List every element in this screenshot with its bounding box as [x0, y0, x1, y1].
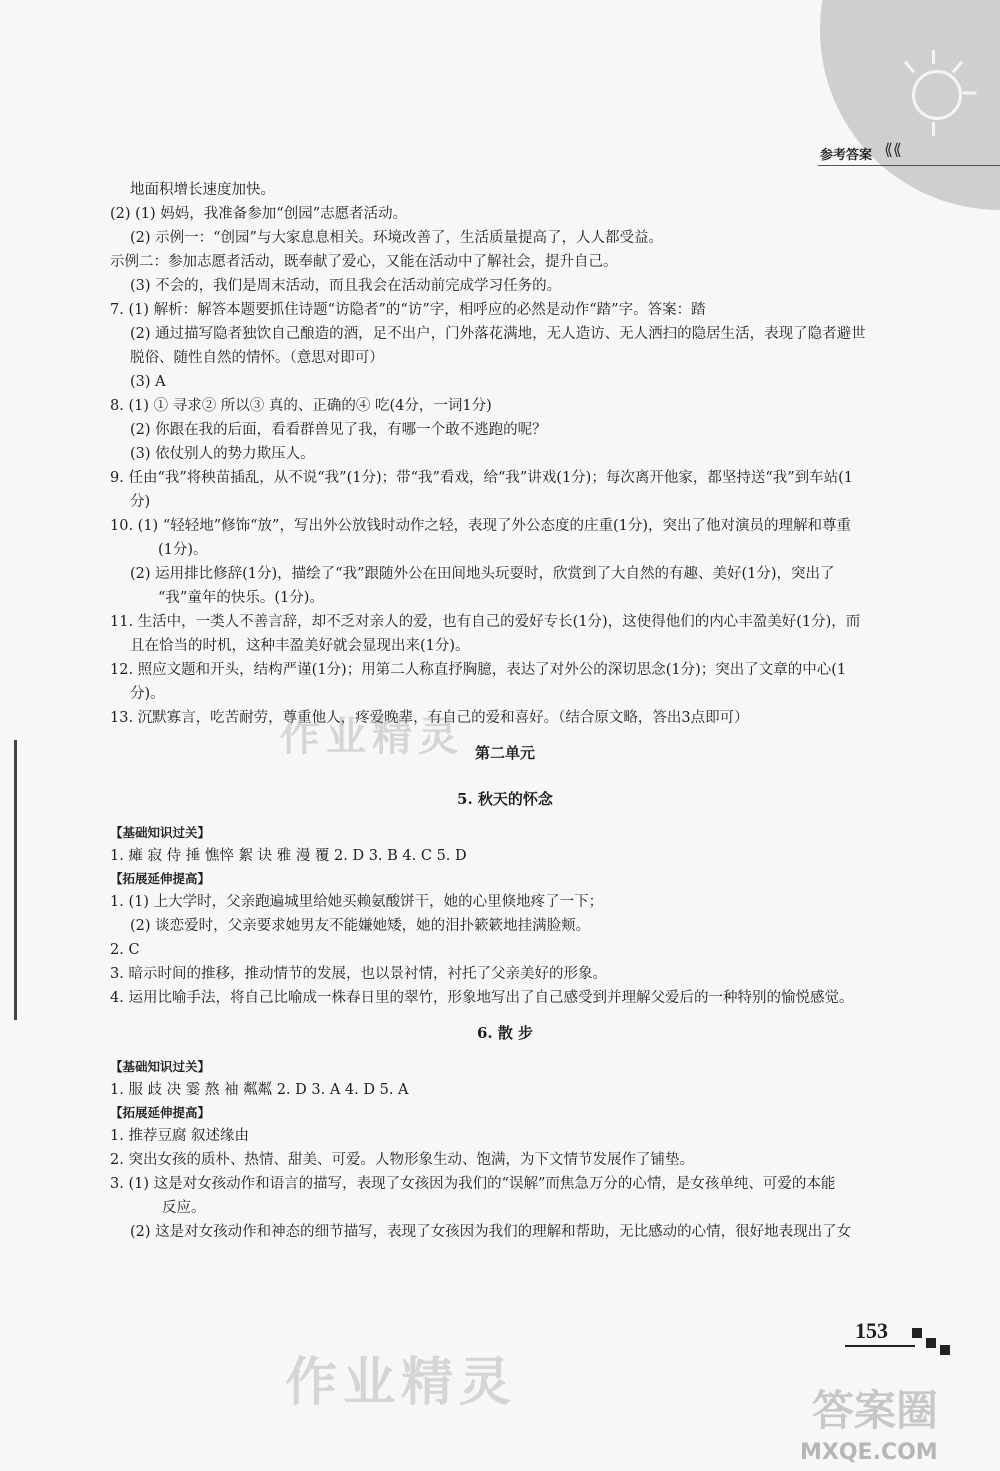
section-heading: 6. 散 步 [476, 1024, 534, 1042]
header-rule [818, 165, 1000, 166]
answer-line: 7. (1) 解析：解答本题要抓住诗题“访隐者”的“访”字，相呼应的必然是动作“踏”字。答案：踏 [110, 302, 706, 318]
answer-line: 脱俗、随性自然的情怀。（意思对即可） [130, 350, 384, 366]
section-tag: 【拓展延伸提高】 [110, 1105, 211, 1120]
answer-line: (2) 通过描写隐者独饮自己酿造的酒，足不出户，门外落花满地，无人造访、无人洒扫的隐居生活，表现了隐者避世 [130, 326, 866, 342]
answer-line: 1. (1) 上大学时，父亲跑遍城里给她买赖氨酸饼干，她的心里倏地疼了一下； [110, 894, 604, 910]
answer-line: 1. 推荐豆腐 叙述缘由 [110, 1128, 250, 1144]
answer-line: 分)。 [130, 686, 165, 702]
sun-ray [932, 50, 935, 64]
answer-line: 12. 照应文题和开头，结构严谨(1分)；用第二人称直抒胸臆，表达了对外公的深切思念(1分)；突出了文章的中心(1 [110, 662, 847, 678]
answer-line: 反应。 [162, 1200, 206, 1216]
answer-line: (3) 依仗别人的势力欺压人。 [130, 446, 315, 462]
answer-line: 11. 生活中，一类人不善言辞，却不乏对亲人的爱，也有自己的爱好专长(1分)，这使得他们的内心丰盈美好(1分)，而 [110, 614, 861, 630]
page-number: 153 [855, 1318, 888, 1343]
answer-line: 3. (1) 这是对女孩动作和语言的描写，表现了女孩因为我们的“误解”而焦急万分的心情，是女孩单纯、可爱的本能 [110, 1176, 836, 1192]
answer-line: 4. 运用比喻手法，将自己比喻成一株春日里的翠竹，形象地写出了自己感受到并理解父爱后的一种特别的愉悦感觉。 [110, 990, 854, 1006]
header-arrows-icon: ⟪⟪ [884, 140, 902, 159]
answer-line: 地面积增长速度加快。 [130, 182, 275, 198]
watermark-site: MXQE.COM [800, 1440, 938, 1465]
scan-edge [14, 740, 17, 1020]
sun-ray [963, 92, 977, 95]
watermark-mid: 作业精灵 [280, 714, 464, 760]
answer-line: 13. 沉默寡言，吃苦耐劳，尊重他人，疼爱晚辈，有自己的爱和喜好。（结合原文略，答出3点即可） [110, 710, 749, 726]
section-tag: 【基础知识过关】 [110, 825, 211, 840]
watermark-bottom: 作业精灵 [285, 1353, 518, 1413]
answer-line: 2. C [110, 942, 140, 958]
answer-line: 2. 突出女孩的质朴、热情、甜美、可爱。人物形象生动、饱满，为下文情节发展作了铺垫。 [110, 1152, 694, 1168]
answer-line: (2) 这是对女孩动作和神态的细节描写，表现了女孩因为我们的理解和帮助，无比感动的心情，很好地表现出了女 [130, 1224, 852, 1240]
answer-line: 分) [130, 494, 151, 510]
section-tag: 【拓展延伸提高】 [110, 871, 211, 886]
answer-line: 且在恰当的时机，这种丰盈美好就会显现出来(1分)。 [130, 638, 470, 654]
answer-line: (1分)。 [158, 542, 208, 558]
unit-heading: 第二单元 [474, 744, 535, 762]
watermark-logo: 答案圈 [812, 1386, 939, 1435]
answer-line: “我”童年的快乐。(1分)。 [158, 590, 324, 606]
section-heading: 5. 秋天的怀念 [457, 790, 553, 808]
answer-line: (2) 示例一：“创园”与大家息息相关。环境改善了，生活质量提高了，人人都受益。 [130, 230, 663, 246]
answer-line: 1. 服 歧 决 霎 熬 袖 粼粼 2. D 3. A 4. D 5. A [110, 1082, 409, 1098]
header-label: 参考答案 [820, 148, 873, 163]
answer-line: 8. (1) ① 寻求② 所以③ 真的、正确的④ 吃(4分，一词1分) [110, 398, 492, 414]
answer-line: (2) (1) 妈妈，我准备参加“创园”志愿者活动。 [110, 206, 408, 222]
answer-line: (2) 你跟在我的后面，看看群兽见了我，有哪一个敢不逃跑的呢？ [130, 422, 547, 438]
sun-ray [932, 122, 935, 136]
answer-line: (2) 谈恋爱时，父亲要求她男友不能嫌她矮，她的泪扑簌簌地挂满脸颊。 [130, 918, 591, 934]
answer-line: 10. (1) “轻轻地”修饰“放”，写出外公放钱时动作之轻，表现了外公态度的庄重(1分)，突出了他对演员的理解和尊重 [110, 518, 852, 534]
sun-icon [912, 70, 962, 120]
answer-line: (2) 运用排比修辞(1分)，描绘了“我”跟随外公在田间地头玩耍时，欣赏到了大自然的有趣、美好(1分)，突出了 [130, 566, 835, 582]
answer-line: 3. 暗示时间的推移，推动情节的发展，也以景衬情，衬托了父亲美好的形象。 [110, 966, 607, 982]
answer-line: (3) 不会的，我们是周末活动，而且我会在活动前完成学习任务的。 [130, 278, 562, 294]
section-tag: 【基础知识过关】 [110, 1059, 211, 1074]
answer-line: 示例二：参加志愿者活动，既奉献了爱心，又能在活动中了解社会，提升自己。 [110, 254, 618, 270]
answer-line: (3) A [130, 374, 166, 390]
answer-content [110, 178, 900, 1244]
answer-line: 9. 任由“我”将秧苗插乱，从不说“我”(1分)；带“我”看戏，给“我”讲戏(1分)；每次离开他家，都坚持送“我”到车站(1 [110, 470, 854, 486]
answer-line: 1. 瘫 寂 侍 捶 憔悴 絮 诀 雅 漫 覆 2. D 3. B 4. C 5. D [110, 848, 467, 864]
page-number-rule [845, 1345, 915, 1347]
